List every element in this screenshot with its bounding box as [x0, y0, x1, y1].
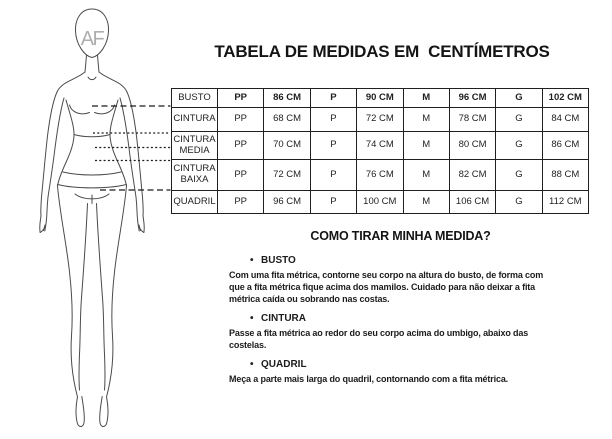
- low-waist-line: [63, 172, 121, 175]
- value-cell: 74 CM: [357, 132, 403, 160]
- instructions-heading: COMO TIRAR MINHA MEDIDA?: [310, 229, 491, 243]
- value-cell: P: [310, 89, 356, 108]
- size-table-body: [172, 89, 589, 214]
- value-cell: 96 CM: [264, 191, 310, 214]
- value-cell: M: [403, 89, 449, 108]
- brand-logo: AF: [80, 28, 104, 50]
- row-label-cell: CINTURA BAIXA: [172, 160, 218, 191]
- row-label-cell: CINTURA MEDIA: [172, 132, 218, 160]
- row-label-cell: QUADRIL: [172, 191, 218, 214]
- leg-right: [97, 204, 106, 391]
- value-cell: 106 CM: [449, 191, 495, 214]
- instructions-section: [229, 229, 572, 393]
- instruction-text-line: Passe a fita métrica ao redor do seu corpo acima do umbigo, abaixo das: [229, 328, 529, 338]
- table-row: [172, 160, 589, 191]
- table-row: [172, 191, 589, 214]
- instruction-item: [229, 255, 572, 305]
- shoulder-line: [99, 72, 127, 92]
- instruction-text-line: que a fita métrica fique acima dos mamilos. Cuidado para não deixar a fita: [229, 282, 535, 292]
- hand-left: [40, 216, 41, 233]
- body-outline: [40, 9, 145, 427]
- value-cell: P: [310, 108, 356, 132]
- value-cell: 72 CM: [357, 108, 403, 132]
- instruction-text-line: Com uma fita métrica, contorne seu corpo na altura do busto, de forma com: [229, 270, 544, 280]
- value-cell: 72 CM: [264, 160, 310, 191]
- hip-line: [58, 185, 127, 188]
- value-cell: 100 CM: [357, 191, 403, 214]
- instruction-text-line: Meça a parte mais larga do quadril, contornando com a fita métrica.: [229, 374, 509, 384]
- hand-left: [45, 211, 47, 231]
- instruction-list: [229, 255, 572, 385]
- value-cell: PP: [218, 191, 264, 214]
- value-cell: 102 CM: [542, 89, 588, 108]
- value-cell: G: [496, 160, 542, 191]
- value-cell: M: [403, 160, 449, 191]
- foot-right: [100, 397, 108, 427]
- value-cell: M: [403, 108, 449, 132]
- value-cell: M: [403, 132, 449, 160]
- value-cell: M: [403, 191, 449, 214]
- leg-left: [79, 204, 88, 391]
- table-row: [172, 108, 589, 132]
- value-cell: G: [496, 108, 542, 132]
- page-title: TABELA DE MEDIDAS EM CENTÍMETROS: [214, 42, 550, 61]
- leg-right: [107, 186, 127, 397]
- measure-connectors: [92, 106, 171, 190]
- instruction-label: • BUSTO: [250, 255, 296, 266]
- neck-line: [85, 55, 87, 72]
- value-cell: G: [496, 132, 542, 160]
- value-cell: P: [310, 160, 356, 191]
- instruction-item: [229, 313, 572, 351]
- row-label-cell: BUSTO: [172, 89, 218, 108]
- hand-right: [143, 216, 144, 233]
- arm-left: [47, 98, 64, 211]
- value-cell: G: [496, 89, 542, 108]
- leg-left: [58, 186, 78, 397]
- value-cell: 86 CM: [542, 132, 588, 160]
- collarbone-line: [88, 77, 96, 80]
- instruction-label: • CINTURA: [250, 313, 306, 324]
- value-cell: 76 CM: [357, 160, 403, 191]
- value-cell: 78 CM: [449, 108, 495, 132]
- size-table: [171, 88, 589, 214]
- value-cell: 86 CM: [264, 89, 310, 108]
- instruction-text-line: costelas.: [229, 340, 267, 350]
- neck-line: [98, 55, 100, 72]
- value-cell: 96 CM: [449, 89, 495, 108]
- value-cell: 68 CM: [264, 108, 310, 132]
- shoulder-line: [57, 72, 85, 92]
- bust-curve: [70, 105, 90, 114]
- value-cell: PP: [218, 108, 264, 132]
- value-cell: PP: [218, 160, 264, 191]
- value-cell: G: [496, 191, 542, 214]
- value-cell: 80 CM: [449, 132, 495, 160]
- value-cell: 112 CM: [542, 191, 588, 214]
- value-cell: PP: [218, 89, 264, 108]
- value-cell: 88 CM: [542, 160, 588, 191]
- instruction-item: [229, 359, 572, 385]
- value-cell: 90 CM: [357, 89, 403, 108]
- value-cell: P: [310, 191, 356, 214]
- value-cell: 84 CM: [542, 108, 588, 132]
- foot-left: [76, 397, 84, 427]
- arm-right: [120, 98, 137, 211]
- waist-line: [74, 135, 110, 137]
- instruction-label: • QUADRIL: [250, 359, 307, 370]
- value-cell: PP: [218, 132, 264, 160]
- table-row: [172, 132, 589, 160]
- bullet-icon: •: [250, 313, 254, 324]
- value-cell: 82 CM: [449, 160, 495, 191]
- table-row: [172, 89, 589, 108]
- value-cell: 70 CM: [264, 132, 310, 160]
- instruction-text-line: métrica caída ou sobrando nas costas.: [229, 294, 390, 304]
- bullet-icon: •: [250, 255, 254, 266]
- row-label-cell: CINTURA: [172, 108, 218, 132]
- value-cell: P: [310, 132, 356, 160]
- hand-right: [137, 211, 139, 231]
- bullet-icon: •: [250, 359, 254, 370]
